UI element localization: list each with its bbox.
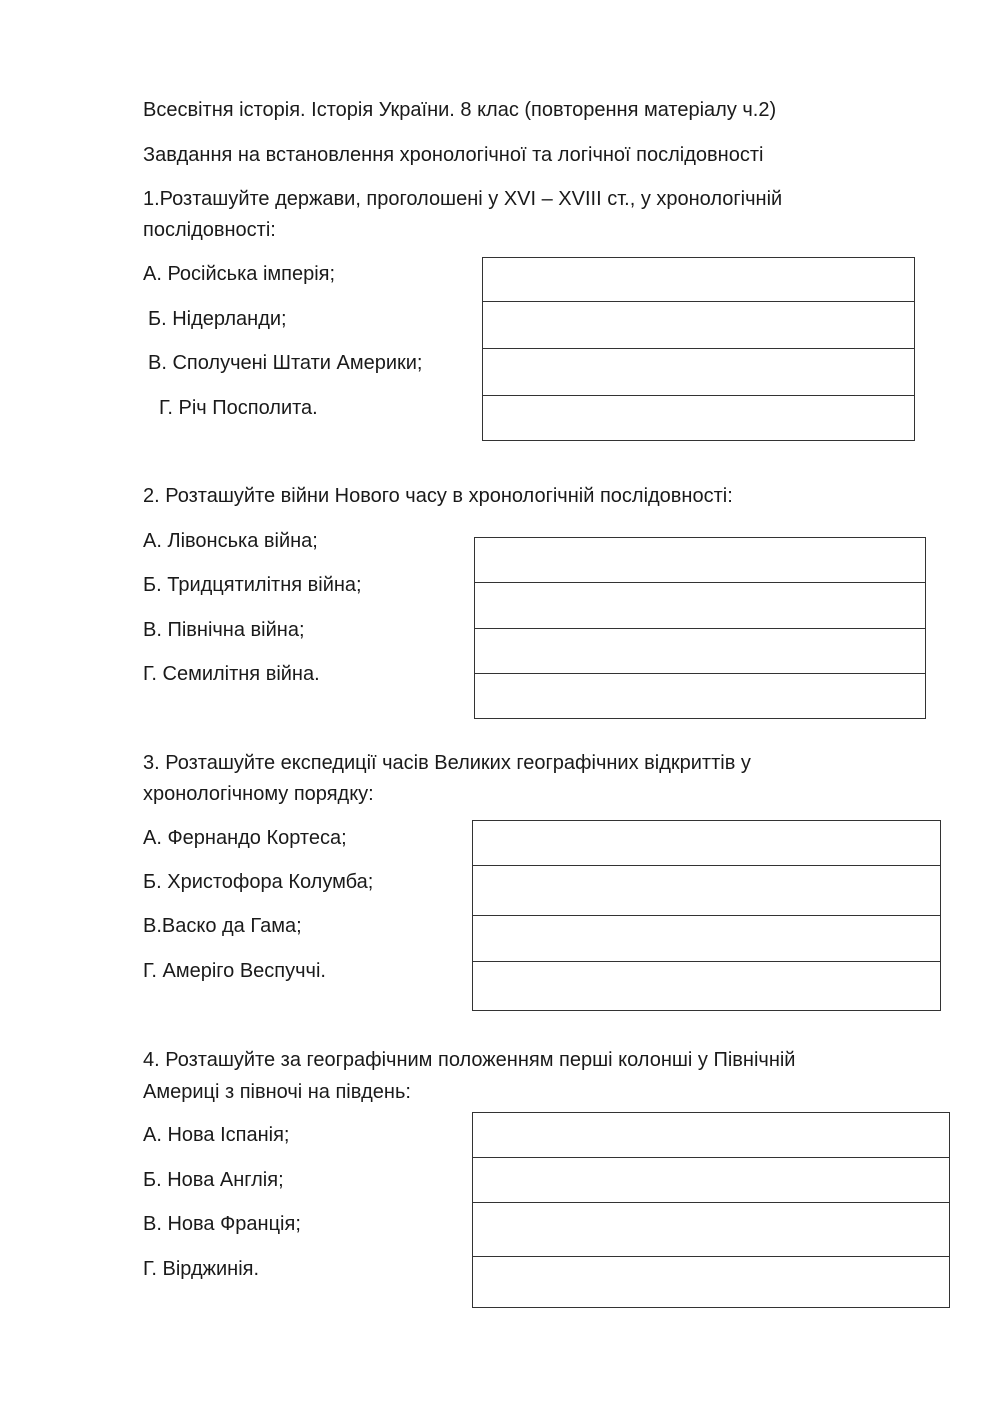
task-2-answer-grid <box>474 537 926 719</box>
answer-grid-divider <box>473 915 940 916</box>
answer-grid-divider <box>475 582 925 583</box>
answer-grid-divider <box>483 395 914 396</box>
task-4-option-c: В. Нова Франція; <box>143 1213 301 1235</box>
task-4-option-a: А. Нова Іспанія; <box>143 1124 290 1146</box>
task-3-answer-grid <box>472 820 941 1011</box>
task-2-option-d: Г. Семилітня війна. <box>143 663 320 685</box>
answer-grid-divider <box>473 1256 949 1257</box>
task-4-question-line-1: 4. Розташуйте за географічним положенням перші колонші у Північній <box>143 1049 796 1071</box>
task-2-question-line-1: 2. Розташуйте війни Нового часу в хронологічній послідовності: <box>143 485 733 507</box>
answer-grid-divider <box>483 301 914 302</box>
task-2-option-c: В. Північна війна; <box>143 619 305 641</box>
page-subtitle: Завдання на встановлення хронологічної та логічної послідовності <box>143 144 764 166</box>
task-1-question-line-1: 1.Розташуйте держави, проголошені у XVI – XVIII ст., у хронологічній <box>143 188 783 210</box>
task-2-option-a: А. Лівонська війна; <box>143 530 318 552</box>
task-4-answer-grid <box>472 1112 950 1308</box>
task-1-option-d: Г. Річ Посполита. <box>159 397 318 419</box>
task-3-option-b: Б. Христофора Колумба; <box>143 871 374 893</box>
answer-grid-divider <box>483 348 914 349</box>
answer-grid-divider <box>475 628 925 629</box>
page-title: Всесвітня історія. Історія України. 8 клас (повторення матеріалу ч.2) <box>143 99 777 121</box>
answer-grid-divider <box>475 673 925 674</box>
task-1-question-line-2: послідовності: <box>143 219 276 241</box>
answer-grid-divider <box>473 961 940 962</box>
answer-grid-divider <box>473 865 940 866</box>
task-1-option-a: А. Російська імперія; <box>143 263 336 285</box>
task-3-option-c: В.Васко да Гама; <box>143 915 302 937</box>
task-1-option-b: Б. Нідерланди; <box>148 308 287 330</box>
task-1-answer-grid <box>482 257 915 441</box>
answer-grid-divider <box>473 1202 949 1203</box>
task-3-question-line-1: 3. Розташуйте експедиції часів Великих географічних відкриттів у <box>143 752 751 774</box>
task-3-question-line-2: хронологічному порядку: <box>143 783 374 805</box>
answer-grid-divider <box>473 1157 949 1158</box>
task-2-option-b: Б. Тридцятилітня війна; <box>143 574 362 596</box>
task-4-question-line-2: Америці з півночі на південь: <box>143 1081 411 1103</box>
task-3-option-a: А. Фернандо Кортеса; <box>143 827 347 849</box>
task-3-option-d: Г. Амеріго Веспуччі. <box>143 960 326 982</box>
task-1-option-c: В. Сполучені Штати Америки; <box>148 352 423 374</box>
task-4-option-d: Г. Вірджинія. <box>143 1258 260 1280</box>
task-4-option-b: Б. Нова Англія; <box>143 1169 284 1191</box>
